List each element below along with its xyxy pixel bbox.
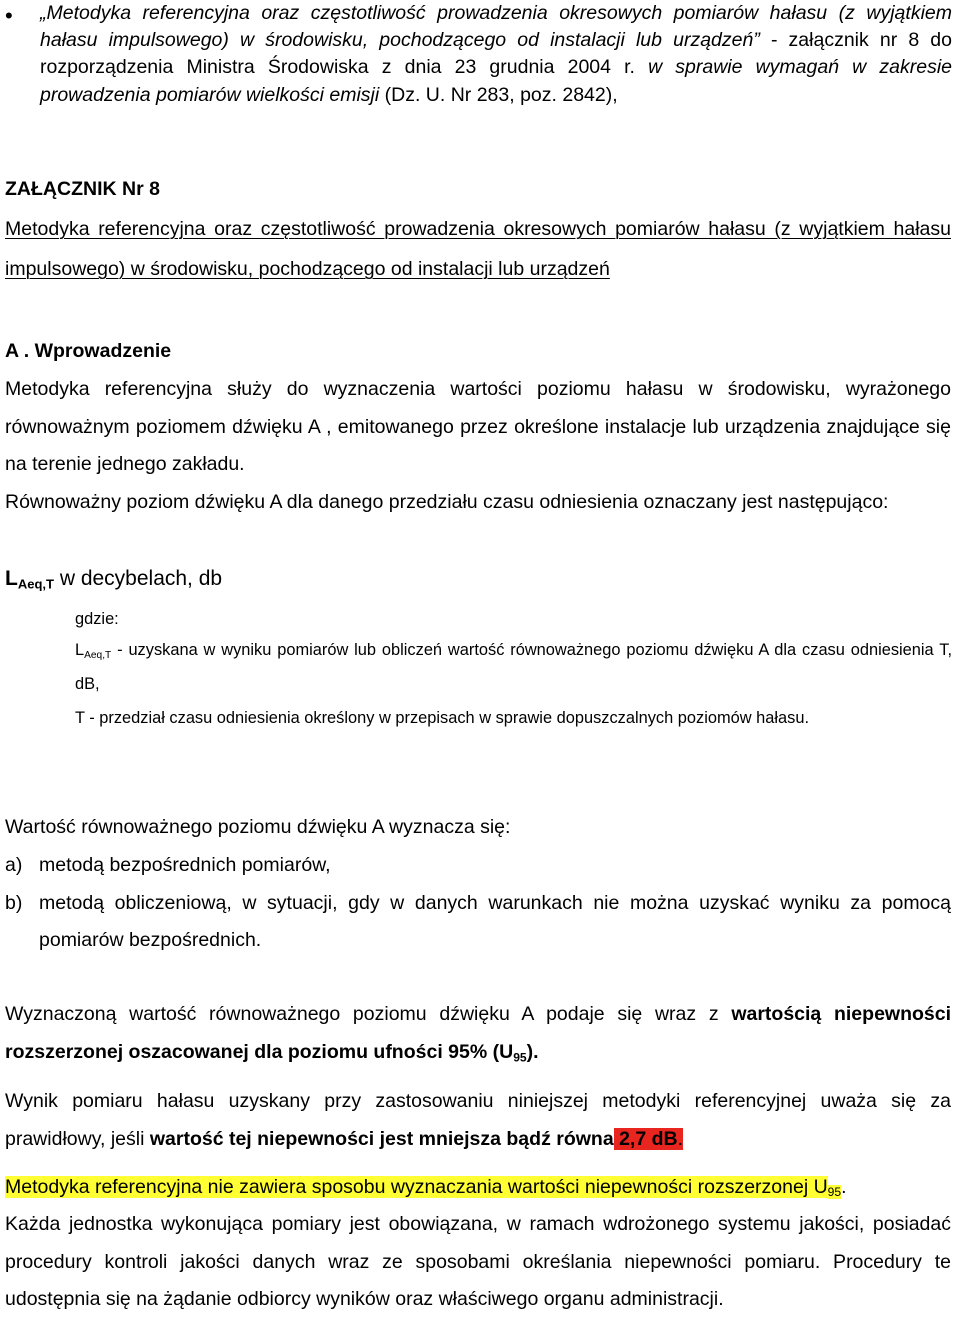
note-highlight: Metodyka referencyjna nie zawiera sposobu wyznaczania wartości niepewności rozszerzonej U — [5, 1176, 828, 1198]
definition-symbol: L — [75, 641, 85, 659]
intro-title-italic: „Metodyka referencyjna oraz częstotliwość prowadzenia okresowych pomiarów hałasu (z wyjątkiem hałasu impulsowego) w środowisku, pochodzącego od instalacji lub urządzeń” — [40, 2, 952, 52]
list-item-label: b) — [5, 891, 23, 914]
annex-title: Metodyka referencyjna oraz częstotliwość prowadzenia okresowych pomiarów hałasu (z wyjątkiem hałasu impulsowego) w środowisku, pochodzącego od instalacji lub urządzeń — [5, 218, 951, 280]
note-subscript: 95 — [827, 1185, 842, 1200]
bullet-icon: • — [5, 3, 13, 28]
intro-title-italic-2: w sprawie wymagań w zakresie prowadzenia pomiarów wielkości emisji — [40, 56, 952, 106]
note-paragraph — [5, 1169, 951, 1207]
intro-plain-2: (Dz. U. Nr 283, poz. 2842), — [379, 83, 618, 106]
equivalent-level-paragraph: Równoważny poziom dźwięku A dla danego przedziału czasu odniesienia oznaczany jest następująco: — [5, 491, 889, 513]
uncertainty-paragraph — [5, 996, 951, 1071]
intro-section-paragraph: Metodyka referencyjna służy do wyznaczenia wartości poziomu hałasu w środowisku, wyrażonego równoważnym poziomem dźwięku A , emitowanego przez określone instalacje lub urządzenia znajdujące się na terenie jednego zakładu. — [5, 378, 951, 476]
intro-paragraph — [40, 0, 952, 109]
definition-symbol-subscript: Aeq,T — [84, 649, 112, 661]
uncertainty-subscript: 95 — [513, 1049, 527, 1064]
annex-heading: ZAŁĄCZNIK Nr 8 — [5, 178, 160, 200]
validity-paragraph — [5, 1083, 951, 1158]
symbol-subscript: Aeq,T — [17, 576, 54, 592]
intro-block — [0, 0, 960, 140]
section-heading: A . Wprowadzenie — [5, 340, 172, 362]
where-label: gdzie: — [75, 610, 119, 628]
list-item — [5, 847, 951, 885]
validity-end: . — [677, 1127, 684, 1150]
list-item-text: metodą obliczeniową, w sytuacji, gdy w danych warunkach nie można uzyskać wyniku za pomocą pomiarów bezpośrednich. — [39, 891, 951, 952]
list-item-label: a) — [5, 854, 23, 876]
intro-plain-1: - załącznik nr 8 do rozporządzenia Ministra Środowiska z dnia 23 grudnia 2004 r. — [40, 29, 952, 79]
symbol-line — [5, 560, 951, 598]
definition-laeq-text: - uzyskana w wyniku pomiarów lub obliczeń wartość równoważnego poziomu dźwięku A dla czasu odniesienia T, dB, — [75, 641, 952, 693]
list-item — [5, 885, 951, 960]
validity-bold: wartość tej niepewności jest mniejsza bądź równa — [149, 1127, 614, 1150]
note-end: . — [841, 1176, 847, 1198]
definition-t: T - przedział czasu odniesienia określony w przepisach w sprawie dopuszczalnych poziomów hałasu. — [75, 709, 809, 727]
definition-laeq — [75, 633, 952, 701]
list-item-text: metodą bezpośrednich pomiarów, — [39, 854, 331, 876]
validity-threshold-highlight: 2,7 dB — [613, 1127, 678, 1150]
uncertainty-bold: wartością niepewności rozszerzonej oszacowanej dla poziomu ufności 95% (U — [5, 1003, 952, 1063]
procedures-paragraph: Każda jednostka wykonująca pomiary jest obowiązana, w ramach wdrożonego systemu jakości, posiadać procedury kontroli jakości danych wraz ze sposobami określania niepewności pomiaru. Procedury te udostępnia się na żądanie odbiorcy wyników oraz właściwego organu administracji. — [5, 1213, 951, 1311]
validity-plain: Wynik pomiaru hałasu uzyskany przy zastosowaniu niniejszej metodyki referencyjnej uważa się za prawidłowy, jeśli — [5, 1090, 951, 1150]
uncertainty-end: ). — [526, 1040, 539, 1063]
symbol-rest: w decybelach, db — [53, 567, 223, 590]
symbol-main: L — [5, 567, 18, 590]
uncertainty-plain: Wyznaczoną wartość równoważnego poziomu dźwięku A podaje się wraz z — [5, 1003, 732, 1025]
methods-intro: Wartość równoważnego poziomu dźwięku A wyznacza się: — [5, 816, 511, 838]
methods-list — [5, 847, 951, 960]
